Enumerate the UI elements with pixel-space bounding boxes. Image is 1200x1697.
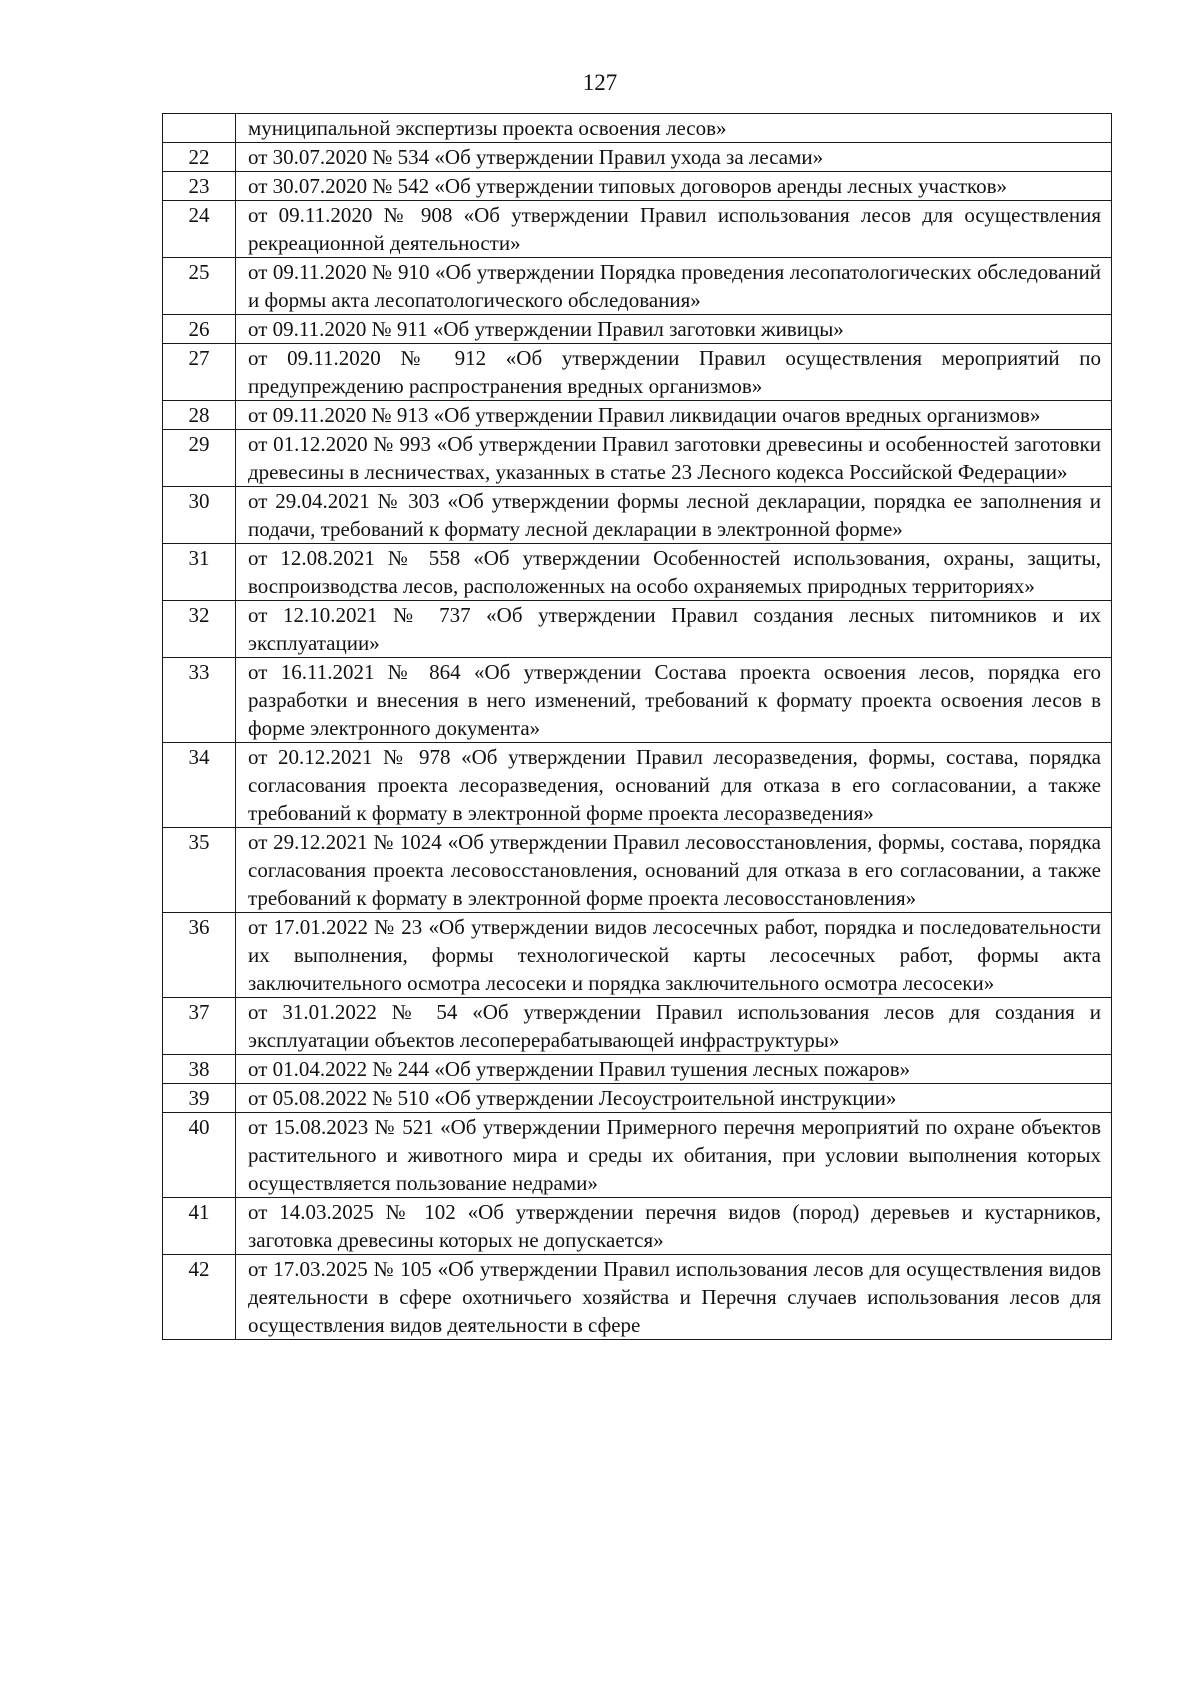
row-number: 41 <box>163 1198 236 1255</box>
row-number: 30 <box>163 487 236 544</box>
table-row <box>163 1198 1112 1255</box>
table-row <box>163 601 1112 658</box>
row-text: от 09.11.2020 № 913 «Об утверждении Правил ликвидации очагов вредных организмов» <box>236 401 1112 430</box>
table-row <box>163 401 1112 430</box>
table-row <box>163 487 1112 544</box>
row-text: от 20.12.2021 № 978 «Об утверждении Правил лесоразведения, формы, состава, порядка согласования проекта лесоразведения, оснований для отказа в его согласовании, а также требований к формату в электронной форме проекта лесоразведения» <box>236 743 1112 828</box>
table-row <box>163 1055 1112 1084</box>
row-text: муниципальной экспертизы проекта освоения лесов» <box>236 114 1112 143</box>
table-row <box>163 172 1112 201</box>
row-number: 23 <box>163 172 236 201</box>
row-number: 24 <box>163 201 236 258</box>
row-number: 32 <box>163 601 236 658</box>
row-text: от 01.12.2020 № 993 «Об утверждении Правил заготовки древесины и особенностей заготовки древесины в лесничествах, указанных в статье 23 Лесного кодекса Российской Федерации» <box>236 430 1112 487</box>
table-row <box>163 743 1112 828</box>
table-row <box>163 258 1112 315</box>
document-table-body <box>163 114 1112 1340</box>
row-number: 35 <box>163 828 236 913</box>
table-row <box>163 344 1112 401</box>
row-text: от 30.07.2020 № 542 «Об утверждении типовых договоров аренды лесных участков» <box>236 172 1112 201</box>
row-text: от 16.11.2021 № 864 «Об утверждении Состава проекта освоения лесов, порядка его разработки и внесения в него изменений, требований к формату проекта освоения лесов в форме электронного документа» <box>236 658 1112 743</box>
row-text: от 29.04.2021 № 303 «Об утверждении формы лесной декларации, порядка ее заполнения и подачи, требований к формату лесной декларации в электронной форме» <box>236 487 1112 544</box>
row-text: от 12.10.2021 № 737 «Об утверждении Правил создания лесных питомников и их эксплуатации» <box>236 601 1112 658</box>
row-number: 27 <box>163 344 236 401</box>
row-number: 42 <box>163 1255 236 1340</box>
table-row <box>163 143 1112 172</box>
table-row <box>163 201 1112 258</box>
row-text: от 30.07.2020 № 534 «Об утверждении Правил ухода за лесами» <box>236 143 1112 172</box>
table-row <box>163 1084 1112 1113</box>
table-row <box>163 913 1112 998</box>
row-text: от 09.11.2020 № 910 «Об утверждении Порядка проведения лесопатологических обследований и формы акта лесопатологического обследования» <box>236 258 1112 315</box>
row-number: 40 <box>163 1113 236 1198</box>
row-number: 39 <box>163 1084 236 1113</box>
row-text: от 09.11.2020 № 911 «Об утверждении Правил заготовки живицы» <box>236 315 1112 344</box>
row-number: 33 <box>163 658 236 743</box>
table-row <box>163 998 1112 1055</box>
row-number: 26 <box>163 315 236 344</box>
row-text: от 05.08.2022 № 510 «Об утверждении Лесоустроительной инструкции» <box>236 1084 1112 1113</box>
row-text: от 29.12.2021 № 1024 «Об утверждении Правил лесовосстановления, формы, состава, порядка согласования проекта лесовосстановления, оснований для отказа в его согласовании, а также требований к формату в электронной форме проекта лесовосстановления» <box>236 828 1112 913</box>
row-text: от 12.08.2021 № 558 «Об утверждении Особенностей использования, охраны, защиты, воспроизводства лесов, расположенных на особо охраняемых природных территориях» <box>236 544 1112 601</box>
row-number: 28 <box>163 401 236 430</box>
row-text: от 01.04.2022 № 244 «Об утверждении Правил тушения лесных пожаров» <box>236 1055 1112 1084</box>
table-row <box>163 430 1112 487</box>
document-table <box>162 113 1112 1340</box>
row-text: от 31.01.2022 № 54 «Об утверждении Правил использования лесов для создания и эксплуатации объектов лесоперерабатывающей инфраструктуры» <box>236 998 1112 1055</box>
row-text: от 09.11.2020 № 908 «Об утверждении Правил использования лесов для осуществления рекреационной деятельности» <box>236 201 1112 258</box>
table-row <box>163 114 1112 143</box>
row-text: от 14.03.2025 № 102 «Об утверждении перечня видов (пород) деревьев и кустарников, заготовка древесины которых не допускается» <box>236 1198 1112 1255</box>
row-text: от 17.01.2022 № 23 «Об утверждении видов лесосечных работ, порядка и последовательности их выполнения, формы технологической карты лесосечных работ, формы акта заключительного осмотра лесосеки и порядка заключительного осмотра лесосеки» <box>236 913 1112 998</box>
table-row <box>163 1255 1112 1340</box>
row-number: 38 <box>163 1055 236 1084</box>
row-number: 34 <box>163 743 236 828</box>
row-number <box>163 114 236 143</box>
row-number: 29 <box>163 430 236 487</box>
row-number: 36 <box>163 913 236 998</box>
row-number: 31 <box>163 544 236 601</box>
page-number: 127 <box>582 70 618 95</box>
table-row <box>163 544 1112 601</box>
table-row <box>163 1113 1112 1198</box>
row-number: 37 <box>163 998 236 1055</box>
row-text: от 17.03.2025 № 105 «Об утверждении Правил использования лесов для осуществления видов деятельности в сфере охотничьего хозяйства и Перечня случаев использования лесов для осуществления видов деятельности в сфере <box>236 1255 1112 1340</box>
table-row <box>163 315 1112 344</box>
row-text: от 15.08.2023 № 521 «Об утверждении Примерного перечня мероприятий по охране объектов растительного и животного мира и среды их обитания, при условии выполнения которых осуществляется пользование недрами» <box>236 1113 1112 1198</box>
row-text: от 09.11.2020 № 912 «Об утверждении Правил осуществления мероприятий по предупреждению распространения вредных организмов» <box>236 344 1112 401</box>
table-row <box>163 658 1112 743</box>
row-number: 25 <box>163 258 236 315</box>
row-number: 22 <box>163 143 236 172</box>
table-row <box>163 828 1112 913</box>
